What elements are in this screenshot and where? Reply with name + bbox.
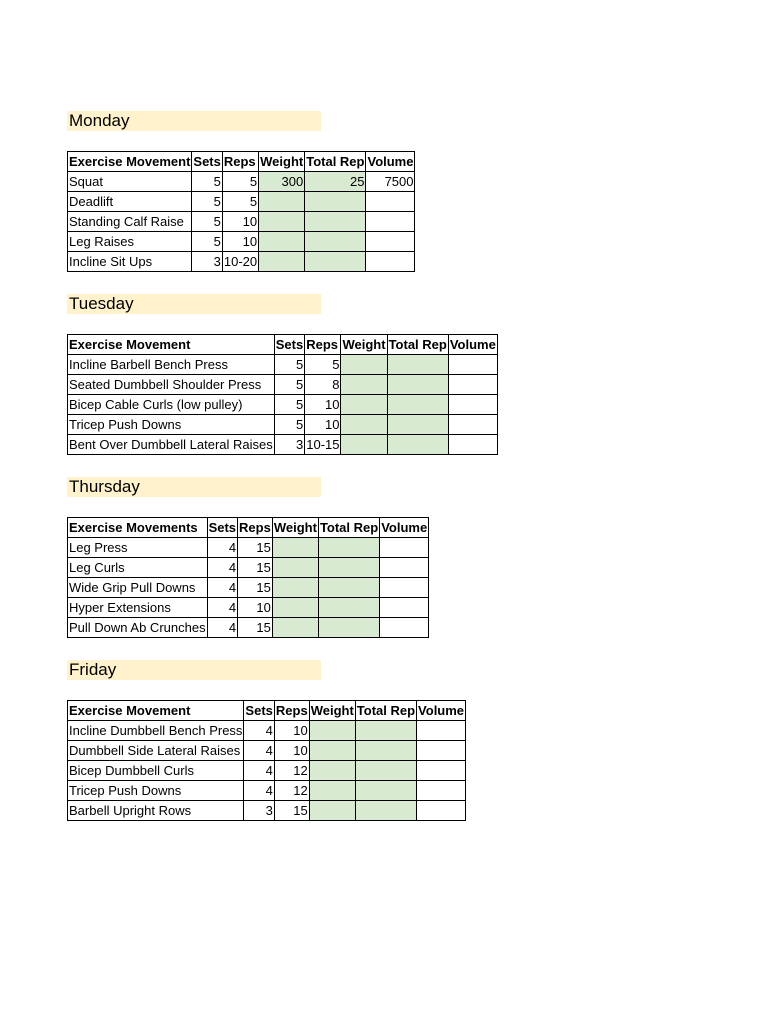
cell-reps[interactable]: 10 [305,415,341,435]
table-row [68,212,415,232]
cell-exercise[interactable]: Incline Barbell Bench Press [68,355,275,375]
cell-weight[interactable] [259,192,305,212]
table-row [68,435,498,455]
cell-reps[interactable]: 5 [305,355,341,375]
cell-total-reps[interactable] [305,212,366,232]
cell-weight[interactable] [272,618,318,638]
header-volume[interactable]: Volume [417,701,466,721]
cell-reps[interactable]: 10-15 [305,435,341,455]
cell-total-reps[interactable] [387,395,448,415]
header-sets[interactable]: Sets [192,152,222,172]
table-row [68,232,415,252]
header-reps[interactable]: Reps [222,152,258,172]
cell-weight[interactable] [309,741,355,761]
cell-weight[interactable] [341,435,387,455]
table-row [68,415,498,435]
header-weight[interactable]: Weight [309,701,355,721]
cell-exercise[interactable]: Leg Curls [68,558,208,578]
cell-total-reps[interactable] [387,355,448,375]
table-row [68,192,415,212]
cell-sets[interactable]: 5 [192,172,222,192]
cell-total-reps[interactable] [318,538,379,558]
cell-volume[interactable] [380,618,429,638]
cell-exercise[interactable]: Barbell Upright Rows [68,801,244,821]
cell-sets[interactable]: 4 [244,721,274,741]
cell-exercise[interactable]: Leg Raises [68,232,192,252]
cell-volume[interactable] [366,232,415,252]
table-row [68,578,429,598]
cell-weight[interactable] [272,598,318,618]
table-row [68,172,415,192]
cell-reps[interactable]: 15 [238,618,273,638]
cell-exercise[interactable]: Tricep Push Downs [68,415,275,435]
cell-volume[interactable] [380,558,429,578]
header-exercise[interactable]: Exercise Movement [68,701,244,721]
cell-total-reps[interactable] [318,598,379,618]
day-title: Tuesday [67,294,321,314]
exercise-table [67,334,498,455]
cell-total-reps[interactable] [318,618,379,638]
cell-volume[interactable] [366,252,415,272]
cell-weight[interactable] [341,415,387,435]
day-title: Monday [67,111,321,131]
cell-exercise[interactable]: Deadlift [68,192,192,212]
cell-total-reps[interactable] [305,252,366,272]
exercise-table [67,151,415,272]
cell-sets[interactable]: 5 [274,375,304,395]
cell-exercise[interactable]: Dumbbell Side Lateral Raises [68,741,244,761]
cell-reps[interactable]: 10 [222,212,258,232]
table-row [68,375,498,395]
table-row [68,558,429,578]
table-row [68,538,429,558]
cell-volume[interactable] [380,538,429,558]
cell-exercise[interactable]: Bicep Dumbbell Curls [68,761,244,781]
cell-sets[interactable]: 5 [192,212,222,232]
cell-weight[interactable] [341,375,387,395]
cell-exercise[interactable]: Leg Press [68,538,208,558]
cell-sets[interactable]: 3 [274,435,304,455]
exercise-table [67,700,466,821]
cell-volume[interactable]: 7500 [366,172,415,192]
cell-total-reps[interactable] [355,741,416,761]
header-reps[interactable]: Reps [274,701,309,721]
cell-volume[interactable] [366,212,415,232]
table-header-row [68,701,466,721]
cell-sets[interactable]: 5 [274,415,304,435]
cell-volume[interactable] [448,375,497,395]
cell-total-reps[interactable] [355,761,416,781]
cell-weight[interactable] [341,355,387,375]
cell-reps[interactable]: 10 [238,598,273,618]
cell-weight[interactable] [272,578,318,598]
table-row [68,395,498,415]
table-row [68,721,466,741]
header-exercise[interactable]: Exercise Movement [68,152,192,172]
cell-exercise[interactable]: Standing Calf Raise [68,212,192,232]
cell-reps[interactable]: 10 [305,395,341,415]
header-reps[interactable]: Reps [238,518,273,538]
cell-sets[interactable]: 5 [274,355,304,375]
cell-total-reps[interactable] [305,192,366,212]
cell-reps[interactable]: 10 [274,721,309,741]
header-total-reps[interactable]: Total Rep [318,518,379,538]
cell-total-reps[interactable] [355,801,416,821]
cell-volume[interactable] [417,741,466,761]
cell-total-reps[interactable] [387,415,448,435]
cell-weight[interactable] [272,538,318,558]
cell-sets[interactable]: 4 [244,761,274,781]
cell-sets[interactable]: 5 [192,192,222,212]
cell-total-reps[interactable] [318,558,379,578]
cell-volume[interactable] [448,415,497,435]
cell-weight[interactable] [259,232,305,252]
cell-sets[interactable]: 5 [192,232,222,252]
cell-exercise[interactable]: Hyper Extensions [68,598,208,618]
cell-exercise[interactable]: Wide Grip Pull Downs [68,578,208,598]
cell-total-reps[interactable] [305,232,366,252]
cell-weight[interactable] [309,721,355,741]
table-row [68,741,466,761]
table-row [68,781,466,801]
cell-volume[interactable] [380,598,429,618]
cell-exercise[interactable]: Bicep Cable Curls (low pulley) [68,395,275,415]
day-title: Friday [67,660,321,680]
table-row [68,598,429,618]
cell-weight[interactable] [259,252,305,272]
cell-volume[interactable] [417,761,466,781]
cell-sets[interactable]: 4 [207,558,237,578]
header-volume[interactable]: Volume [380,518,429,538]
table-row [68,355,498,375]
cell-sets[interactable]: 4 [207,618,237,638]
header-sets[interactable]: Sets [244,701,274,721]
header-total-reps[interactable]: Total Rep [305,152,366,172]
header-total-reps[interactable]: Total Rep [387,335,448,355]
cell-sets[interactable]: 4 [244,781,274,801]
table-header-row [68,518,429,538]
header-exercise[interactable]: Exercise Movements [68,518,208,538]
exercise-table [67,517,429,638]
header-reps[interactable]: Reps [305,335,341,355]
cell-exercise[interactable]: Pull Down Ab Crunches [68,618,208,638]
cell-weight[interactable] [341,395,387,415]
cell-weight[interactable] [309,761,355,781]
cell-total-reps[interactable]: 25 [305,172,366,192]
cell-reps[interactable]: 10 [274,741,309,761]
cell-volume[interactable] [417,781,466,801]
cell-reps[interactable]: 12 [274,761,309,781]
cell-total-reps[interactable] [355,781,416,801]
cell-reps[interactable]: 15 [238,578,273,598]
cell-total-reps[interactable] [318,578,379,598]
cell-exercise[interactable]: Tricep Push Downs [68,781,244,801]
cell-volume[interactable] [448,435,497,455]
cell-total-reps[interactable] [355,721,416,741]
header-weight[interactable]: Weight [272,518,318,538]
cell-sets[interactable]: 3 [244,801,274,821]
header-sets[interactable]: Sets [274,335,304,355]
cell-weight[interactable] [259,212,305,232]
table-row [68,618,429,638]
cell-exercise[interactable]: Squat [68,172,192,192]
cell-reps[interactable]: 15 [274,801,309,821]
cell-reps[interactable]: 8 [305,375,341,395]
cell-reps[interactable]: 15 [238,538,273,558]
cell-exercise[interactable]: Seated Dumbbell Shoulder Press [68,375,275,395]
header-exercise[interactable]: Exercise Movement [68,335,275,355]
cell-volume[interactable] [417,721,466,741]
cell-weight[interactable]: 300 [259,172,305,192]
cell-exercise[interactable]: Incline Sit Ups [68,252,192,272]
cell-volume[interactable] [366,192,415,212]
cell-sets[interactable]: 4 [207,598,237,618]
header-volume[interactable]: Volume [366,152,415,172]
cell-total-reps[interactable] [387,435,448,455]
cell-sets[interactable]: 4 [207,578,237,598]
cell-reps[interactable]: 5 [222,172,258,192]
cell-sets[interactable]: 4 [244,741,274,761]
table-header-row [68,335,498,355]
cell-volume[interactable] [380,578,429,598]
table-row [68,761,466,781]
cell-exercise[interactable]: Bent Over Dumbbell Lateral Raises [68,435,275,455]
header-total-reps[interactable]: Total Rep [355,701,416,721]
cell-reps[interactable]: 10-20 [222,252,258,272]
cell-sets[interactable]: 4 [207,538,237,558]
cell-volume[interactable] [448,395,497,415]
table-row [68,801,466,821]
header-weight[interactable]: Weight [341,335,387,355]
cell-volume[interactable] [448,355,497,375]
table-header-row [68,152,415,172]
table-row [68,252,415,272]
cell-sets[interactable]: 5 [274,395,304,415]
cell-reps[interactable]: 10 [222,232,258,252]
cell-reps[interactable]: 12 [274,781,309,801]
header-volume[interactable]: Volume [448,335,497,355]
cell-weight[interactable] [309,781,355,801]
cell-total-reps[interactable] [387,375,448,395]
cell-weight[interactable] [309,801,355,821]
header-sets[interactable]: Sets [207,518,237,538]
cell-reps[interactable]: 5 [222,192,258,212]
cell-volume[interactable] [417,801,466,821]
day-title: Thursday [67,477,321,497]
cell-weight[interactable] [272,558,318,578]
cell-exercise[interactable]: Incline Dumbbell Bench Press [68,721,244,741]
header-weight[interactable]: Weight [259,152,305,172]
cell-sets[interactable]: 3 [192,252,222,272]
cell-reps[interactable]: 15 [238,558,273,578]
